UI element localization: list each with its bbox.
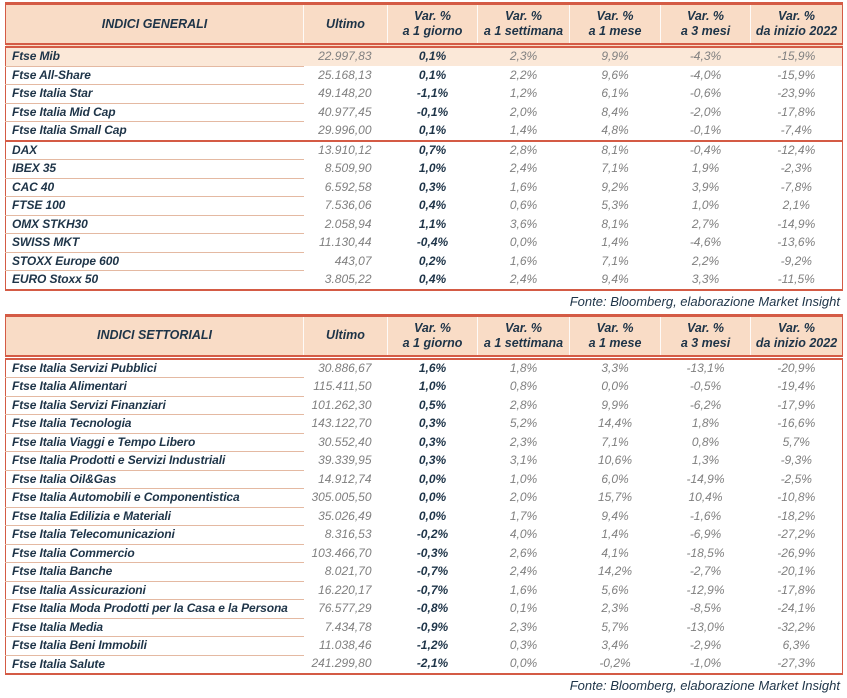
table-row (6, 160, 843, 179)
var-1w-cell: 2,4% (509, 564, 538, 578)
period-label: a 1 mese (588, 335, 642, 350)
var-1m-cell: 3,3% (601, 360, 629, 375)
table-row (6, 122, 843, 141)
var-ytd-cell: -27,2% (777, 527, 816, 541)
var-1d-cell: 0,7% (388, 141, 478, 160)
table-row (6, 452, 843, 471)
table-row (6, 252, 843, 271)
var-label: Var. % (413, 9, 452, 23)
table-title-indici-generali: INDICI GENERALI (6, 4, 304, 46)
var-1m-cell: 9,9% (570, 46, 661, 67)
var-3m-cell: -14,9% (686, 471, 725, 486)
ultimo-value-cell: 443,07 (334, 253, 372, 268)
table-row (6, 581, 843, 600)
table-title-indici-settoriali: INDICI SETTORIALI (6, 315, 304, 357)
var-1d-cell: 0,0% (418, 508, 447, 523)
var-1w-cell: 2,3% (509, 434, 538, 449)
column-header-var-inizio-2022 (751, 315, 843, 357)
var-3m-cell: 1,0% (691, 198, 720, 212)
var-1d-cell: 1,6% (418, 360, 447, 375)
index-name-cell: STOXX Europe 600 (6, 252, 304, 271)
var-ytd-cell: -17,8% (777, 582, 816, 597)
header-row (6, 315, 843, 357)
var-1d-cell: 0,1% (418, 67, 447, 82)
source-note: Fonte: Bloomberg, elaborazione Market Insight (569, 293, 840, 309)
var-1w-cell: 0,6% (509, 198, 538, 212)
ultimo-value-cell: 2.058,94 (324, 216, 372, 231)
var-ytd-cell: -9,3% (780, 453, 812, 467)
ultimo-value-cell: 305.005,50 (311, 490, 372, 504)
var-3m-cell: -6,2% (689, 397, 722, 412)
var-ytd-cell: -26,9% (777, 545, 816, 560)
ultimo-value-cell: 6.592,58 (324, 179, 372, 194)
ultimo-value-cell: 14.912,74 (318, 471, 372, 486)
index-name-cell: OMX STKH30 (6, 215, 304, 234)
period-label: a 3 mesi (680, 335, 731, 350)
index-name-cell: Ftse Italia Servizi Finanziari (6, 396, 304, 415)
source-note: Fonte: Bloomberg, elaborazione Market Insight (569, 678, 840, 693)
var-1m-cell: 2,3% (601, 601, 629, 615)
table-row (6, 544, 843, 563)
column-header-var-1-giorno (388, 315, 478, 357)
ultimo-value-cell: 101.262,30 (311, 397, 372, 412)
var-1m-cell: 8,4% (601, 104, 629, 119)
var-1m-cell: 6,1% (601, 86, 629, 100)
var-1d-cell: 1,0% (418, 161, 447, 175)
var-1d-cell: -0,1% (416, 104, 449, 119)
var-ytd-cell: -2,3% (780, 161, 812, 175)
column-header-ultimo: Ultimo (304, 315, 388, 357)
table-row (6, 46, 843, 67)
column-header-var-1-settimana (478, 4, 570, 46)
table-row (6, 85, 843, 104)
ultimo-value-cell: 8.316,53 (324, 527, 372, 541)
table-row (6, 141, 843, 160)
var-1d-cell: -0,7% (416, 564, 449, 578)
var-1w-cell: 1,6% (509, 179, 538, 194)
ultimo-value-cell: 76.577,29 (318, 601, 372, 615)
var-label: Var. % (413, 320, 452, 335)
period-label: a 1 settimana (483, 335, 564, 350)
ultimo-value-cell: 143.122,70 (311, 416, 372, 430)
var-1d-cell: -1,1% (416, 86, 449, 100)
var-label: Var. % (777, 320, 816, 335)
var-1w-cell: 2,8% (478, 141, 570, 160)
var-3m-cell: -13,1% (686, 360, 725, 375)
table-row (6, 637, 843, 656)
var-ytd-cell: 2,1% (782, 198, 810, 212)
table-row (6, 433, 843, 452)
var-1d-cell: 0,3% (418, 453, 447, 467)
index-name-cell: Ftse Italia Commercio (6, 544, 304, 563)
var-ytd-cell: -7,4% (780, 122, 812, 137)
period-label: a 1 settimana (483, 24, 564, 38)
index-name-cell: Ftse Italia Tecnologia (6, 415, 304, 434)
var-ytd-cell: 6,3% (782, 638, 810, 652)
table-row (6, 357, 843, 378)
column-header-var-3-mesi (661, 315, 751, 357)
var-1d-cell: 0,3% (418, 416, 447, 430)
var-1m-cell: 4,1% (601, 545, 629, 560)
var-3m-cell: -0,5% (689, 379, 722, 393)
table-row (6, 470, 843, 489)
var-1d-cell: 0,1% (388, 46, 478, 67)
period-label: da inizio 2022 (755, 335, 838, 350)
var-3m-cell: -6,9% (689, 527, 722, 541)
var-1w-cell: 2,4% (509, 161, 538, 175)
period-label: da inizio 2022 (755, 24, 838, 38)
var-ytd-cell: -2,5% (780, 471, 812, 486)
ultimo-value-cell: 8.021,70 (324, 564, 372, 578)
var-1m-cell: 5,6% (601, 582, 629, 597)
var-1m-cell: 1,4% (601, 235, 629, 249)
var-1w-cell: 2,3% (509, 619, 538, 634)
ultimo-value-cell: 39.339,95 (318, 453, 372, 467)
header-row (6, 4, 843, 46)
var-3m-cell: 1,8% (691, 416, 720, 430)
var-1d-cell: 1,1% (418, 216, 447, 231)
var-1m-cell: 5,3% (601, 198, 629, 212)
var-3m-cell: -2,9% (689, 638, 722, 652)
index-name-cell: Ftse Italia Assicurazioni (6, 581, 304, 600)
var-1m-cell: 8,1% (601, 216, 629, 231)
var-1m-cell: 9,6% (601, 67, 629, 82)
var-1w-cell: 2,4% (509, 271, 538, 286)
table-row (6, 378, 843, 397)
var-ytd-cell: -19,4% (777, 379, 816, 393)
ultimo-value-cell: 35.026,49 (318, 508, 372, 523)
index-name-cell: Ftse Italia Salute (12, 656, 105, 671)
var-3m-cell: -8,5% (689, 601, 722, 615)
table-row (6, 618, 843, 637)
var-label: Var. % (504, 320, 543, 335)
ultimo-value-cell: 241.299,80 (311, 656, 372, 671)
var-1d-cell: 0,0% (418, 490, 447, 504)
table-row (6, 600, 843, 619)
period-label: a 1 mese (588, 24, 642, 38)
var-1w-cell: 0,1% (509, 601, 538, 615)
var-3m-cell: -12,9% (686, 582, 725, 597)
index-name-cell: Ftse Italia Prodotti e Servizi Industriali (6, 452, 304, 471)
index-name-cell: Ftse Italia Beni Immobili (6, 637, 304, 656)
var-label: Var. % (504, 9, 543, 23)
var-1d-cell: 0,4% (418, 271, 447, 286)
var-ytd-cell: -13,6% (777, 235, 816, 249)
index-name-cell: Ftse Italia Moda Prodotti per la Casa e la Persona (6, 600, 304, 619)
var-1d-cell: 0,5% (418, 397, 447, 412)
var-1w-cell: 1,8% (509, 360, 538, 375)
var-3m-cell: 3,3% (691, 271, 720, 286)
var-1w-cell: 1,4% (509, 122, 538, 137)
var-ytd-cell: -20,9% (777, 360, 816, 375)
var-label: Var. % (596, 320, 634, 335)
var-ytd-cell: -15,9% (777, 67, 816, 82)
var-ytd-cell: -15,9% (751, 46, 843, 67)
ultimo-value-cell: 49.148,20 (318, 86, 372, 100)
var-3m-cell: 1,9% (691, 161, 720, 175)
var-3m-cell: -2,0% (689, 104, 722, 119)
index-name-cell: Ftse Italia Media (6, 618, 304, 637)
column-header-var-inizio-2022 (751, 4, 843, 46)
var-1m-cell: 15,7% (597, 490, 633, 504)
table-body-indici-europa (6, 141, 843, 290)
var-3m-cell: 1,3% (691, 453, 720, 467)
var-ytd-cell: -11,5% (777, 271, 815, 286)
var-ytd-cell: -12,4% (751, 141, 843, 160)
var-1m-cell: 6,0% (601, 471, 629, 486)
var-ytd-cell: -20,1% (777, 564, 816, 578)
var-ytd-cell: -9,2% (780, 253, 812, 268)
var-1d-cell: -0,4% (416, 235, 449, 249)
var-1d-cell: -0,9% (416, 619, 449, 634)
var-1d-cell: -0,3% (416, 545, 449, 560)
ultimo-value-cell: 7.536,06 (324, 198, 372, 212)
var-ytd-cell: -32,2% (777, 619, 816, 634)
var-1d-cell: 0,3% (418, 179, 447, 194)
indici-settoriali-table (5, 314, 843, 676)
ultimo-value-cell: 29.996,00 (318, 122, 372, 137)
var-3m-cell: -0,6% (689, 86, 722, 100)
index-name-cell: IBEX 35 (6, 160, 304, 179)
var-ytd-cell: -23,9% (777, 86, 816, 100)
index-name-cell: Ftse Italia Automobili e Componentistica (6, 489, 304, 508)
column-header-ultimo: Ultimo (304, 4, 388, 46)
var-3m-cell: -0,1% (689, 122, 722, 137)
table-body-settori (6, 357, 843, 674)
var-1d-cell: -0,8% (416, 601, 449, 615)
index-name-cell: Ftse Mib (6, 46, 304, 67)
ultimo-value-cell: 115.411,50 (313, 379, 372, 393)
var-ytd-cell: -17,9% (777, 397, 816, 412)
index-name-cell: FTSE 100 (6, 197, 304, 216)
var-ytd-cell: -10,8% (777, 490, 816, 504)
var-1d-cell: 0,0% (418, 471, 447, 486)
table-row (6, 489, 843, 508)
table-row (6, 66, 843, 85)
column-header-var-1-settimana (478, 315, 570, 357)
ultimo-value-cell: 103.466,70 (311, 545, 372, 560)
var-3m-cell: -4,3% (661, 46, 751, 67)
var-3m-cell: -2,7% (689, 564, 722, 578)
var-3m-cell: 2,7% (691, 216, 720, 231)
table-row (6, 655, 843, 674)
index-name-cell: Ftse Italia Alimentari (6, 378, 304, 397)
var-1w-cell: 2,2% (509, 67, 538, 82)
index-name-cell: DAX (6, 141, 304, 160)
index-name-cell: Ftse Italia Small Cap (12, 123, 127, 137)
var-1d-cell: 1,0% (418, 379, 447, 393)
var-1w-cell: 0,0% (509, 235, 538, 249)
ultimo-value-cell: 11.130,44 (319, 235, 372, 249)
var-1w-cell: 2,0% (509, 104, 538, 119)
var-3m-cell: -13,0% (686, 619, 725, 634)
var-1m-cell: 14,4% (597, 416, 633, 430)
var-ytd-cell: -17,8% (777, 104, 816, 119)
table-body-indici-italia (6, 46, 843, 141)
table-row (6, 271, 843, 290)
var-3m-cell: -18,5% (686, 545, 725, 560)
index-name-cell: Ftse Italia Star (6, 85, 304, 104)
table-row (6, 197, 843, 216)
var-3m-cell: 0,8% (691, 434, 720, 449)
ultimo-value-cell: 22.997,83 (304, 46, 388, 67)
var-1m-cell: 4,8% (601, 122, 629, 137)
index-name-cell: Ftse Italia Servizi Pubblici (6, 357, 304, 378)
var-1m-cell: -0,2% (599, 656, 631, 671)
table-row (6, 396, 843, 415)
period-label: a 1 giorno (402, 24, 463, 38)
index-name-cell: SWISS MKT (6, 234, 304, 253)
var-3m-cell: -4,0% (689, 67, 722, 82)
var-1m-cell: 7,1% (601, 161, 629, 175)
index-name-cell: Ftse Italia Edilizia e Materiali (6, 507, 304, 526)
column-header-var-1-mese (570, 315, 661, 357)
ultimo-value-cell: 8.509,90 (324, 161, 372, 175)
column-header-var-1-mese (570, 4, 661, 46)
var-1m-cell: 5,7% (601, 619, 629, 634)
var-1w-cell: 1,2% (509, 86, 538, 100)
var-3m-cell: -1,0% (689, 656, 722, 671)
column-header-var-3-mesi (661, 4, 751, 46)
var-1m-cell: 9,4% (601, 508, 629, 523)
var-1w-cell: 0,0% (509, 656, 538, 671)
index-name-cell: Ftse All-Share (6, 66, 304, 85)
var-1w-cell: 2,0% (509, 490, 538, 504)
var-1d-cell: 0,3% (418, 434, 447, 449)
var-1d-cell: -0,2% (416, 527, 449, 541)
var-1w-cell: 3,1% (509, 453, 538, 467)
var-1m-cell: 9,4% (601, 271, 629, 286)
var-1d-cell: 0,1% (418, 122, 447, 137)
var-1w-cell: 0,3% (509, 638, 538, 652)
var-label: Var. % (686, 9, 725, 23)
var-1m-cell: 7,1% (601, 253, 629, 268)
table-row (6, 234, 843, 253)
table-row (6, 526, 843, 545)
var-1m-cell: 7,1% (601, 434, 629, 449)
indici-generali-table (5, 2, 843, 291)
var-label: Var. % (777, 9, 816, 23)
var-1w-cell: 1,6% (509, 253, 538, 268)
table-row (6, 215, 843, 234)
var-1d-cell: -2,1% (416, 656, 449, 671)
var-1d-cell: -0,7% (416, 582, 449, 597)
index-name-cell: EURO Stoxx 50 (12, 272, 99, 286)
var-1w-cell: 2,3% (478, 46, 570, 67)
table-row (6, 507, 843, 526)
var-3m-cell: -1,6% (689, 508, 722, 523)
var-1d-cell: 0,4% (418, 198, 447, 212)
table-row (6, 415, 843, 434)
ultimo-value-cell: 16.220,17 (318, 582, 372, 597)
ultimo-value-cell: 11.038,46 (319, 638, 372, 652)
var-1m-cell: 1,4% (601, 527, 629, 541)
var-1m-cell: 14,2% (597, 564, 633, 578)
ultimo-value-cell: 30.886,67 (318, 360, 372, 375)
var-1m-cell: 0,0% (601, 379, 629, 393)
var-ytd-cell: -24,1% (777, 601, 816, 615)
var-1m-cell: 10,6% (597, 453, 633, 467)
var-ytd-cell: -14,9% (777, 216, 816, 231)
ultimo-value-cell: 30.552,40 (318, 434, 372, 449)
var-1w-cell: 1,0% (509, 471, 538, 486)
index-name-cell: Ftse Italia Telecomunicazioni (6, 526, 304, 545)
var-1w-cell: 2,8% (509, 397, 538, 412)
var-1w-cell: 0,8% (509, 379, 538, 393)
var-1m-cell: 9,9% (601, 397, 629, 412)
var-3m-cell: -4,6% (689, 235, 722, 249)
var-1m-cell: 9,2% (601, 179, 629, 194)
var-1w-cell: 1,7% (509, 508, 538, 523)
index-name-cell: Ftse Italia Mid Cap (6, 103, 304, 122)
var-3m-cell: -0,4% (661, 141, 751, 160)
var-1d-cell: -1,2% (416, 638, 449, 652)
var-label: Var. % (686, 320, 725, 335)
index-name-cell: CAC 40 (6, 178, 304, 197)
ultimo-value-cell: 25.168,13 (318, 67, 372, 82)
var-1w-cell: 5,2% (509, 416, 538, 430)
var-1d-cell: 0,2% (418, 253, 447, 268)
column-header-var-1-giorno (388, 4, 478, 46)
var-3m-cell: 3,9% (691, 179, 720, 194)
var-ytd-cell: -7,8% (780, 179, 812, 194)
var-3m-cell: 10,4% (688, 490, 723, 504)
ultimo-value-cell: 13.910,12 (304, 141, 388, 160)
var-3m-cell: 2,2% (691, 253, 720, 268)
period-label: a 1 giorno (402, 335, 463, 350)
ultimo-value-cell: 7.434,78 (324, 619, 372, 634)
var-label: Var. % (596, 9, 634, 23)
var-1m-cell: 3,4% (601, 638, 629, 652)
var-1w-cell: 4,0% (509, 527, 538, 541)
index-name-cell: Ftse Italia Banche (6, 563, 304, 582)
var-1w-cell: 2,6% (509, 545, 538, 560)
table-row (6, 178, 843, 197)
index-name-cell: Ftse Italia Viaggi e Tempo Libero (6, 433, 304, 452)
var-ytd-cell: -16,6% (777, 416, 816, 430)
ultimo-value-cell: 40.977,45 (318, 104, 372, 119)
table-row (6, 563, 843, 582)
var-ytd-cell: 5,7% (782, 434, 810, 449)
var-1w-cell: 1,6% (509, 582, 538, 597)
table-row (6, 103, 843, 122)
var-1w-cell: 3,6% (509, 216, 538, 231)
var-ytd-cell: -27,3% (777, 656, 816, 671)
period-label: a 3 mesi (680, 24, 731, 38)
var-ytd-cell: -18,2% (777, 508, 816, 523)
index-name-cell: Ftse Italia Oil&Gas (6, 470, 304, 489)
var-1m-cell: 8,1% (570, 141, 661, 160)
ultimo-value-cell: 3.805,22 (324, 271, 372, 286)
